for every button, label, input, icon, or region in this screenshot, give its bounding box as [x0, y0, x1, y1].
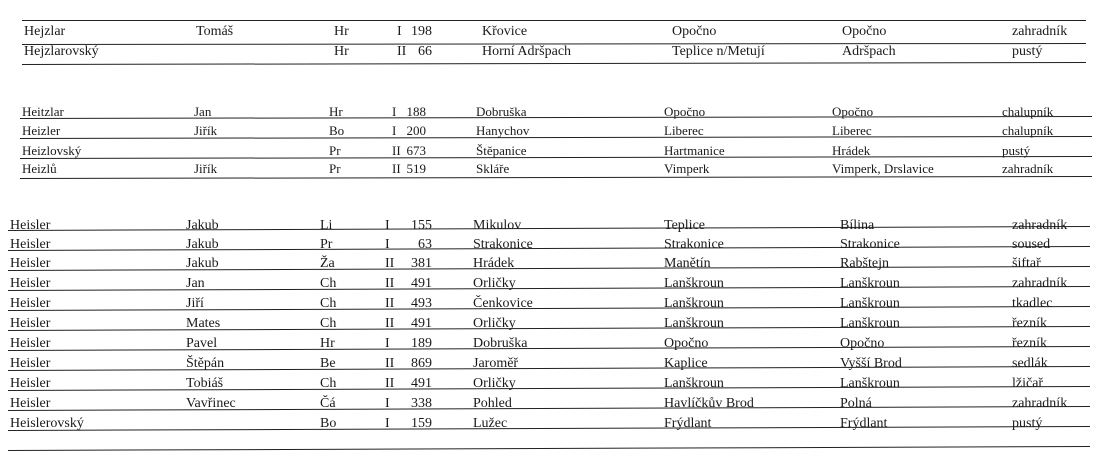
- cell-part: I: [397, 24, 402, 39]
- cell-parish: Lanškroun: [840, 296, 900, 311]
- table-rule: [8, 306, 1090, 311]
- table-section-1: [0, 0, 1097, 66]
- table-rule: [8, 406, 1090, 411]
- cell-occupation: chalupník: [1002, 123, 1054, 138]
- cell-part: II: [397, 44, 407, 59]
- cell-parish: Liberec: [832, 123, 872, 138]
- cell-surname: Heisler: [10, 396, 51, 411]
- cell-page-number: 519: [406, 161, 426, 176]
- cell-village: Čenkovice: [473, 296, 533, 311]
- cell-domain: Hartmanice: [664, 143, 725, 158]
- cell-part: I: [392, 104, 397, 119]
- table-rule: [8, 446, 1090, 451]
- table-rule: [20, 156, 1092, 159]
- cell-village: Orličky: [473, 376, 516, 391]
- table-rule: [22, 20, 1086, 21]
- cell-region-code: Hr: [329, 104, 343, 119]
- cell-occupation: šiftař: [1012, 256, 1041, 271]
- table-rule: [22, 62, 1086, 65]
- cell-part: I: [385, 237, 390, 252]
- cell-surname: Heitzlar: [22, 104, 64, 119]
- cell-region-code: Bo: [329, 123, 345, 138]
- cell-surname: Heisler: [10, 296, 51, 311]
- cell-domain: Opočno: [672, 24, 717, 39]
- cell-surname: Heisler: [10, 218, 51, 233]
- table-rule: [8, 226, 1090, 231]
- cell-region-code: Čá: [320, 396, 336, 411]
- cell-given-name: Jan: [186, 276, 205, 291]
- cell-village: Štěpanice: [476, 143, 527, 158]
- cell-region-code: Be: [320, 356, 336, 371]
- cell-occupation: pustý: [1012, 44, 1043, 59]
- cell-village: Skláře: [476, 161, 510, 176]
- cell-occupation: pustý: [1002, 143, 1031, 158]
- cell-village: Lužec: [473, 416, 508, 431]
- table-rule: [8, 426, 1090, 431]
- cell-surname: Hejzlarovský: [24, 44, 99, 59]
- cell-region-code: Hr: [334, 24, 349, 39]
- cell-occupation: pustý: [1012, 416, 1043, 431]
- cell-parish: Lanškroun: [840, 316, 900, 331]
- cell-domain: Kaplice: [664, 356, 708, 371]
- cell-given-name: Mates: [186, 316, 221, 331]
- cell-domain: Strakonice: [664, 237, 724, 252]
- cell-domain: Opočno: [664, 336, 709, 351]
- cell-occupation: tkadlec: [1012, 296, 1053, 311]
- cell-parish: Lanškroun: [840, 276, 900, 291]
- cell-page-number: 381: [411, 256, 432, 271]
- table-rule: [8, 266, 1090, 271]
- cell-parish: Adršpach: [842, 44, 896, 59]
- cell-village: Orličky: [473, 316, 516, 331]
- table-rule: [8, 386, 1090, 391]
- cell-domain: Liberec: [664, 123, 704, 138]
- cell-region-code: Hr: [334, 44, 349, 59]
- cell-domain: Frýdlant: [664, 416, 712, 431]
- cell-region-code: Ch: [320, 316, 337, 331]
- cell-part: II: [392, 161, 401, 176]
- cell-occupation: soused: [1012, 237, 1051, 252]
- cell-page-number: 63: [418, 237, 432, 252]
- cell-parish: Bílina: [840, 218, 875, 233]
- cell-domain: Teplice: [664, 218, 705, 233]
- cell-part: I: [385, 218, 390, 233]
- cell-surname: Heisler: [10, 356, 51, 371]
- cell-parish: Opočno: [840, 336, 885, 351]
- cell-surname: Hejzlar: [24, 24, 66, 39]
- cell-domain: Opočno: [664, 104, 706, 119]
- cell-occupation: zahradník: [1012, 24, 1068, 39]
- cell-surname: Heizlů: [22, 161, 57, 176]
- cell-part: II: [385, 316, 395, 331]
- cell-given-name: Tobiáš: [186, 376, 224, 391]
- cell-region-code: Pr: [329, 161, 341, 176]
- cell-region-code: Li: [320, 218, 333, 233]
- table-rule: [20, 136, 1092, 139]
- cell-part: II: [385, 296, 395, 311]
- cell-page-number: 493: [411, 296, 432, 311]
- table-rule: [8, 246, 1090, 251]
- cell-page-number: 491: [411, 376, 432, 391]
- cell-page-number: 159: [411, 416, 432, 431]
- cell-given-name: Jiří: [186, 296, 204, 311]
- cell-parish: Rabštejn: [840, 256, 889, 271]
- cell-part: II: [385, 356, 395, 371]
- cell-page-number: 869: [411, 356, 432, 371]
- cell-part: II: [385, 276, 395, 291]
- cell-surname: Heisler: [10, 376, 51, 391]
- cell-given-name: Jakub: [186, 256, 219, 271]
- cell-part: II: [385, 376, 395, 391]
- cell-given-name: Pavel: [186, 336, 218, 351]
- cell-domain: Lanškroun: [664, 376, 724, 391]
- cell-page-number: 673: [406, 143, 426, 158]
- cell-occupation: zahradník: [1012, 218, 1068, 233]
- cell-parish: Opočno: [842, 24, 887, 39]
- cell-region-code: Hr: [320, 336, 335, 351]
- cell-part: I: [392, 123, 397, 138]
- cell-part: I: [385, 336, 390, 351]
- cell-parish: Vyšší Brod: [840, 356, 902, 371]
- cell-village: Orličky: [473, 276, 516, 291]
- cell-domain: Vimperk: [664, 161, 710, 176]
- cell-parish: Strakonice: [840, 237, 900, 252]
- cell-parish: Polná: [840, 396, 872, 411]
- cell-domain: Lanškroun: [664, 276, 724, 291]
- cell-surname: Heisler: [10, 316, 51, 331]
- cell-given-name: Jiřík: [194, 161, 218, 176]
- cell-part: I: [385, 416, 390, 431]
- cell-region-code: Pr: [320, 237, 333, 252]
- table-rule: [8, 326, 1090, 331]
- cell-surname: Heisler: [10, 276, 51, 291]
- cell-surname: Heislerovský: [10, 416, 84, 431]
- cell-occupation: chalupník: [1002, 104, 1054, 119]
- cell-domain: Manětín: [664, 256, 711, 271]
- cell-region-code: Ch: [320, 296, 337, 311]
- cell-village: Pohled: [473, 396, 512, 411]
- cell-village: Dobruška: [476, 104, 527, 119]
- cell-village: Hrádek: [473, 256, 515, 271]
- cell-domain: Lanškroun: [664, 316, 724, 331]
- cell-given-name: Jan: [194, 104, 212, 119]
- cell-occupation: zahradník: [1012, 396, 1068, 411]
- cell-page-number: 155: [411, 218, 432, 233]
- cell-part: II: [392, 143, 401, 158]
- cell-page-number: 491: [411, 316, 432, 331]
- cell-page-number: 200: [406, 123, 426, 138]
- cell-occupation: řezník: [1012, 316, 1047, 331]
- cell-village: Dobruška: [473, 336, 528, 351]
- cell-surname: Heisler: [10, 256, 51, 271]
- cell-village: Mikulov: [473, 218, 522, 233]
- cell-occupation: zahradník: [1012, 276, 1068, 291]
- cell-part: I: [385, 396, 390, 411]
- cell-given-name: Jakub: [186, 218, 219, 233]
- cell-domain: Havlíčkův Brod: [664, 396, 754, 411]
- cell-page-number: 491: [411, 276, 432, 291]
- cell-village: Hanychov: [476, 123, 530, 138]
- cell-parish: Opočno: [832, 104, 874, 119]
- cell-page-number: 66: [418, 44, 432, 59]
- cell-village: Jaroměř: [473, 356, 519, 371]
- cell-parish: Vimperk, Drslavice: [832, 161, 934, 176]
- cell-parish: Frýdlant: [840, 416, 888, 431]
- cell-page-number: 338: [411, 396, 432, 411]
- cell-region-code: Ža: [320, 256, 335, 271]
- cell-occupation: řezník: [1012, 336, 1047, 351]
- cell-page-number: 188: [406, 104, 426, 119]
- cell-page-number: 189: [411, 336, 432, 351]
- cell-part: II: [385, 256, 395, 271]
- cell-given-name: Štěpán: [186, 356, 225, 371]
- table-rule: [8, 286, 1090, 291]
- cell-surname: Heizlovský: [22, 143, 82, 158]
- cell-occupation: zahradník: [1002, 161, 1054, 176]
- cell-region-code: Pr: [329, 143, 341, 158]
- cell-region-code: Bo: [320, 416, 337, 431]
- table-section-2: [0, 96, 1097, 186]
- cell-occupation: lžičař: [1012, 376, 1044, 391]
- cell-page-number: 198: [411, 24, 432, 39]
- cell-given-name: Tomáš: [196, 24, 234, 39]
- cell-village: Křovice: [482, 24, 528, 39]
- cell-occupation: sedlák: [1012, 356, 1048, 371]
- cell-domain: Lanškroun: [664, 296, 724, 311]
- cell-village: Horní Adršpach: [482, 44, 572, 59]
- cell-parish: Lanškroun: [840, 376, 900, 391]
- cell-surname: Heisler: [10, 237, 51, 252]
- cell-parish: Hrádek: [832, 143, 871, 158]
- cell-given-name: Jakub: [186, 237, 219, 252]
- cell-given-name: Jiřík: [194, 123, 218, 138]
- table-rule: [8, 346, 1090, 351]
- cell-region-code: Ch: [320, 376, 337, 391]
- table-rule: [20, 116, 1092, 119]
- cell-given-name: Vavřinec: [186, 396, 236, 411]
- cell-surname: Heisler: [10, 336, 51, 351]
- cell-region-code: Ch: [320, 276, 337, 291]
- table-section-3: [0, 206, 1097, 459]
- cell-village: Strakonice: [473, 237, 533, 252]
- table-rule: [8, 366, 1090, 371]
- cell-domain: Teplice n/Metují: [672, 44, 765, 59]
- cell-surname: Heizler: [22, 123, 61, 138]
